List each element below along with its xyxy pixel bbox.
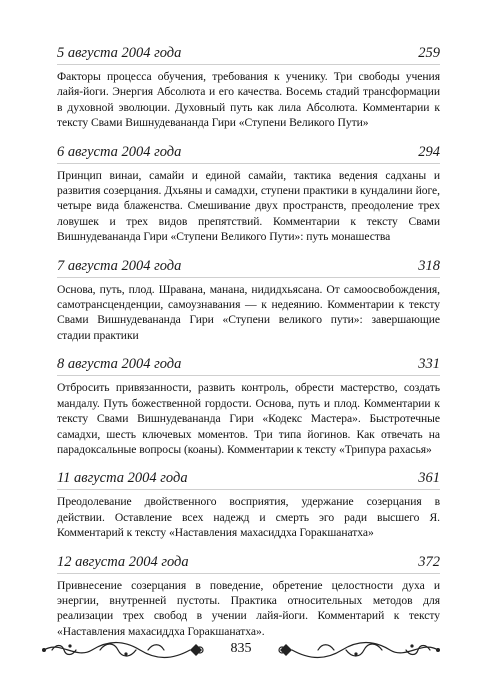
entry-header	[57, 469, 440, 490]
entry-date: 7 августа 2004 года	[57, 257, 182, 274]
entry-page-number: 294	[418, 143, 440, 160]
entry-description: Принцип винаи, самайи и единой самайи, тактика ведения садханы и развития созерцания. Дхьяны и самадхи, ступени практики в кундалини йоге, четыре вида блаженства. Смешивание двух пространств, преодоление трех ловушек и трех видов препятствий. Комментарии к тексту Свами Вишнудевананда Гири «Ступени Великого Пути»: путь монашества	[57, 168, 440, 244]
entry-header	[57, 143, 440, 164]
floral-ornament-icon	[272, 636, 442, 664]
contents-list	[57, 44, 440, 651]
contents-entry	[57, 355, 440, 457]
entry-page-number: 318	[418, 257, 440, 274]
entry-description: Факторы процесса обучения, требования к ученику. Три свободы учения лайя-йоги. Энергия Абсолюта и его качества. Восемь стадий трансформации в духовной эволюции. Духовный путь как лила Абсолюта. Комментарии к тексту Свами Вишнудевананда Гири «Ступени Великого Пути»	[57, 70, 440, 130]
contents-entry	[57, 257, 440, 344]
entry-date: 12 августа 2004 года	[57, 553, 189, 570]
entry-date: 6 августа 2004 года	[57, 143, 182, 160]
contents-entry	[57, 143, 440, 245]
page-footer	[40, 632, 442, 668]
entry-header	[57, 257, 440, 278]
contents-entry	[57, 44, 440, 131]
entry-date: 5 августа 2004 года	[57, 45, 182, 61]
entry-page-number: 259	[418, 45, 440, 61]
entry-header	[57, 355, 440, 376]
page-number: 835	[230, 641, 252, 656]
entry-description: Отбросить привязанности, развить контроль, обрести мастерство, создать мандалу. Путь божественной гордости. Основа, путь и плод. Комментарии к тексту Свами Вишнудевананда Гири «Кодекс Мастера». Быстротечные самадхи, шесть ключевых моментов. Три типа йогинов. Как отвечать на парадоксальные вопросы (коаны). Комментарии к тексту «Трипура рахасья»	[57, 381, 440, 456]
entry-header	[57, 553, 440, 574]
entry-page-number: 372	[418, 553, 440, 570]
entry-date: 8 августа 2004 года	[57, 356, 182, 373]
entry-description: Преодолевание двойственного восприятия, удержание созерцания в действии. Оставление всех надежд и смерть эго ради высшего Я. Комментарий к тексту «Наставления махасиддха Горакшанатха»	[57, 495, 440, 540]
entry-page-number: 361	[418, 470, 440, 487]
entry-page-number: 331	[418, 356, 440, 373]
entry-date: 11 августа 2004 года	[57, 470, 188, 487]
entry-description: Основа, путь, плод. Шравана, манана, нидидхьясана. От самоосвобождения, самотрансценденции, самоузнавания — к недеянию. Комментарии к тексту Свами Вишнудевананда Гири «Ступени великого пути»: завершающие стадии практики	[57, 282, 440, 342]
entry-header	[57, 44, 440, 65]
contents-entry	[57, 469, 440, 540]
entry-description: Привнесение созерцания в поведение, обретение целостности духа и энергии, внутренней пустоты. Практика относительных методов для реализации трех свобод в учении лайя-йоги. Комментарий к тексту «Наставления махасиддха Горакшанатха».	[57, 578, 440, 638]
contents-entry	[57, 553, 440, 640]
